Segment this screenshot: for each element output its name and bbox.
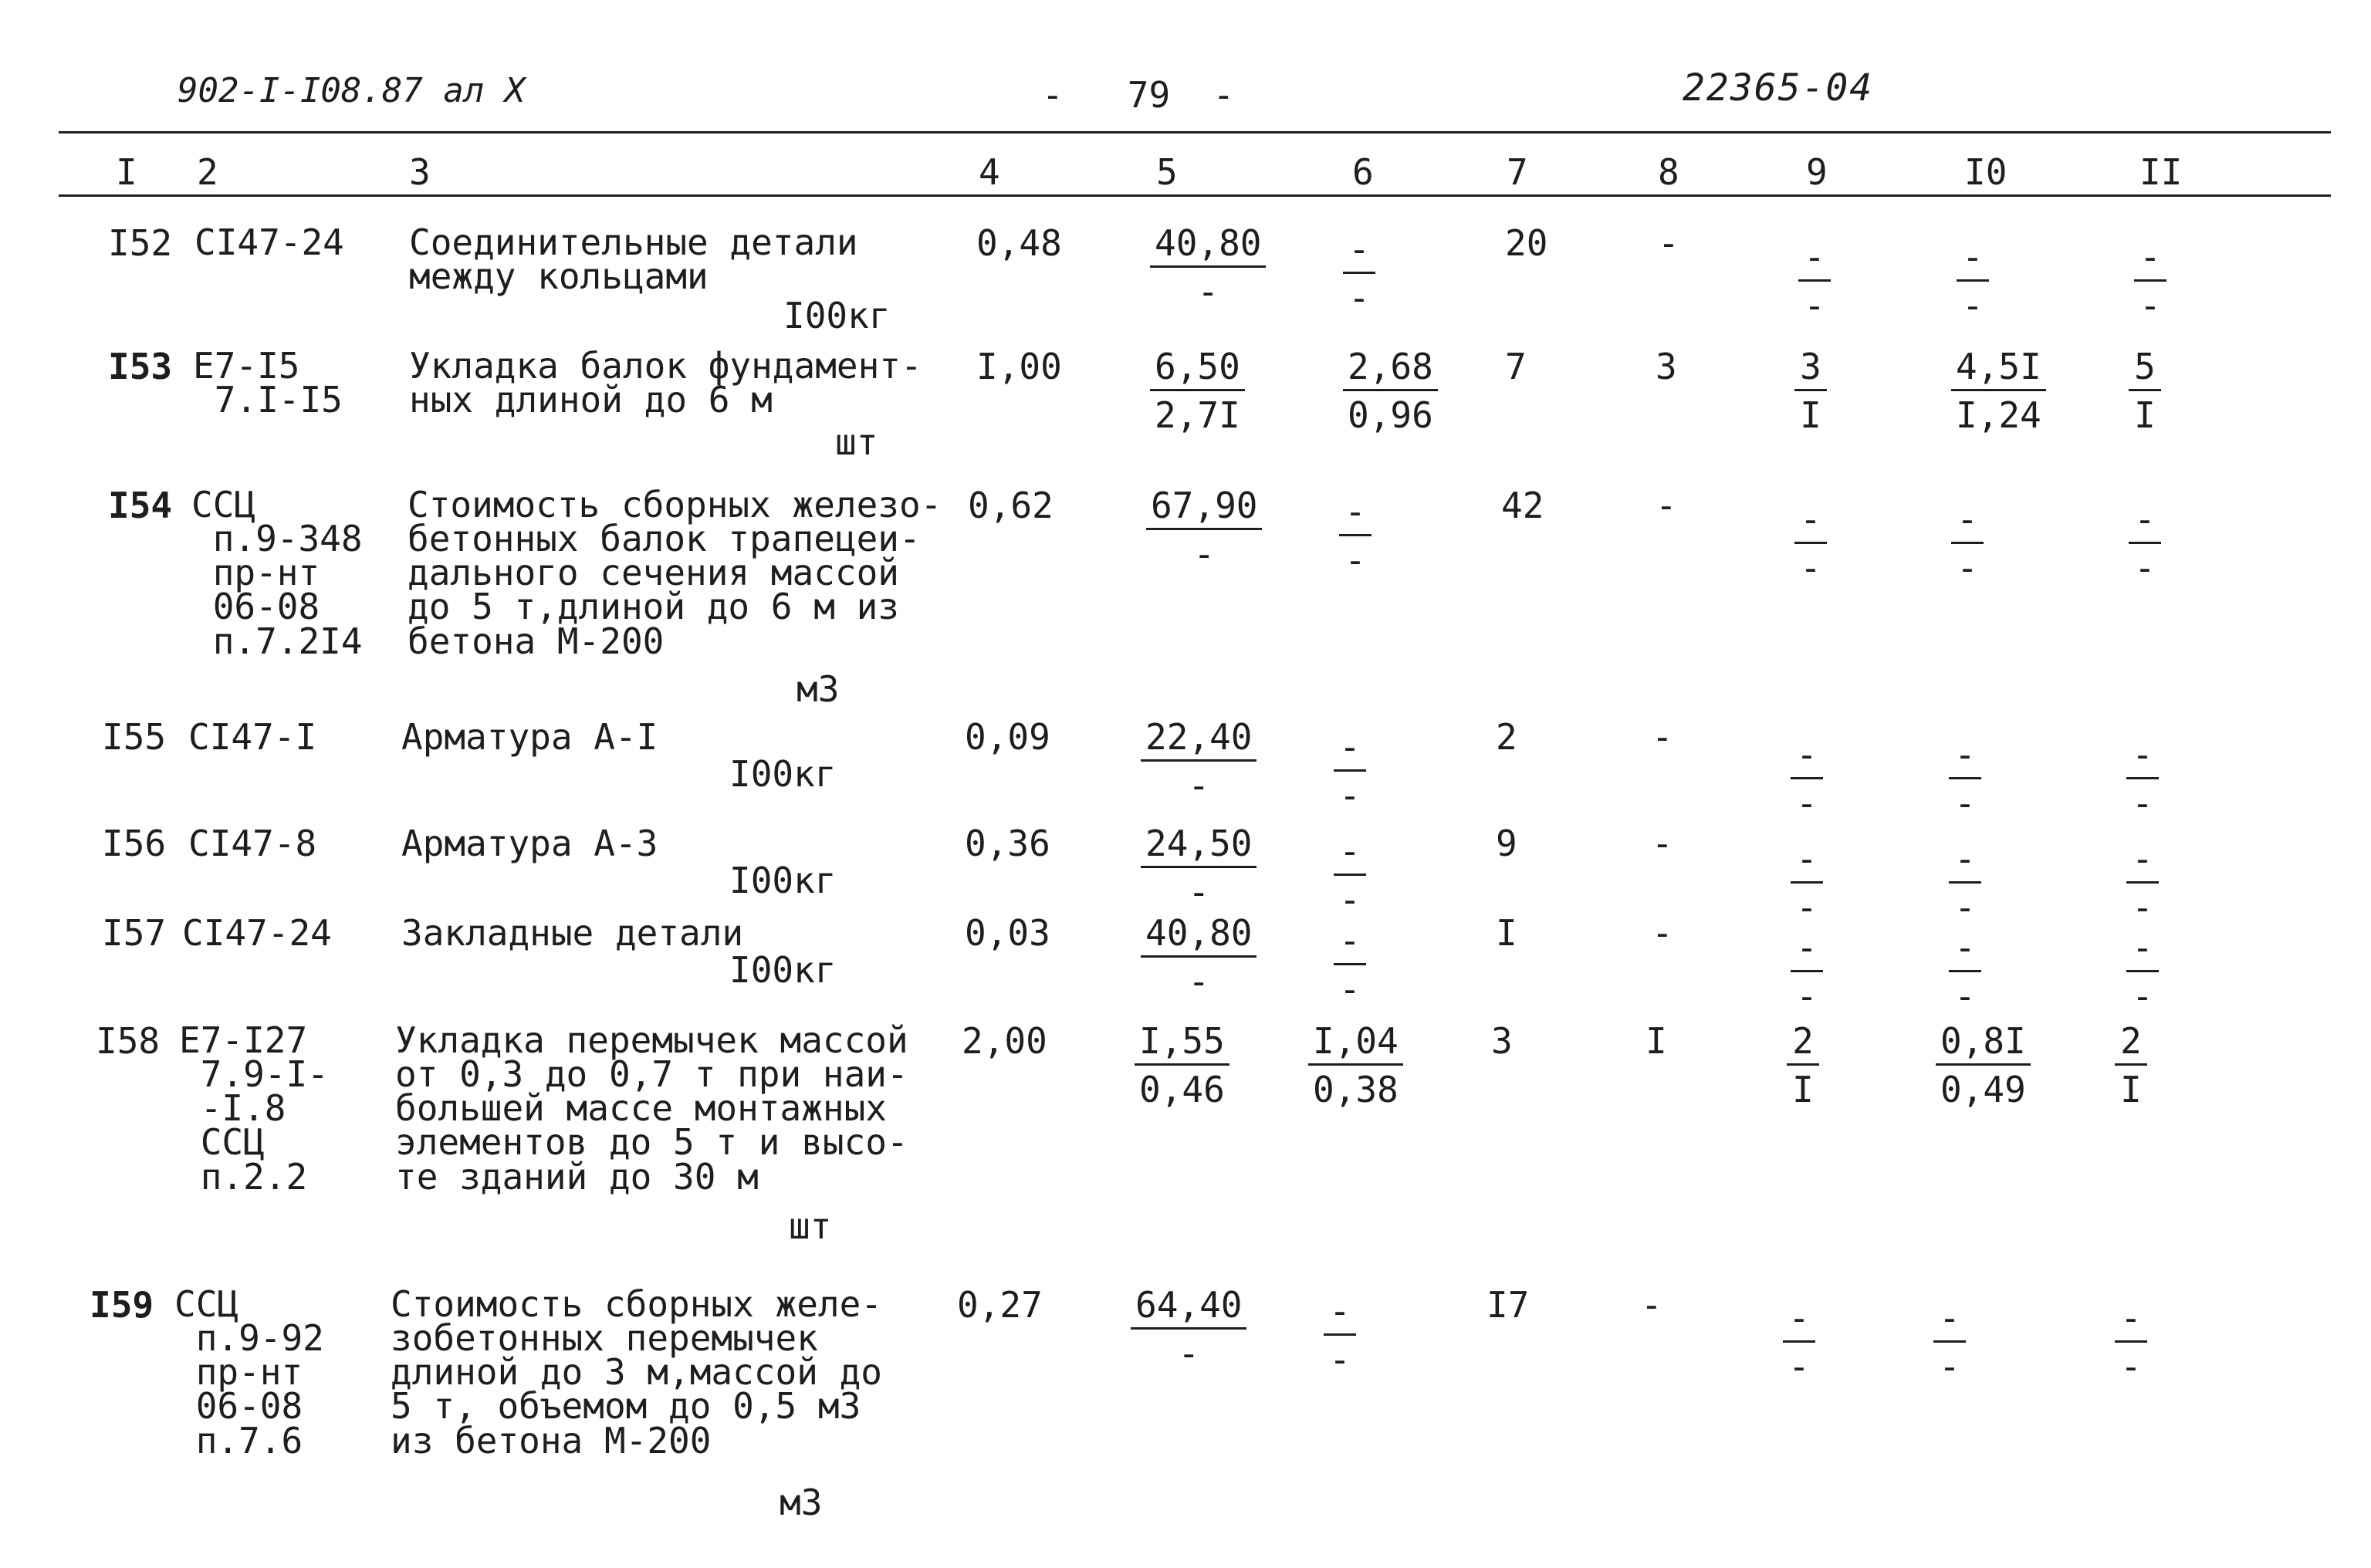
value-col-9: - - bbox=[1794, 502, 1827, 586]
cost-col-6: - - bbox=[1334, 729, 1366, 813]
work-description: Закладные детали bbox=[401, 912, 744, 954]
quantity: 0,27 bbox=[957, 1284, 1043, 1326]
value-col-11: - - bbox=[2126, 930, 2159, 1014]
cost-col-5: $\frac{I,55}{0,46}$ bbox=[1135, 1023, 1229, 1107]
value-col-9: - - bbox=[1798, 239, 1831, 323]
value-col-9: - - bbox=[1783, 1300, 1815, 1384]
rate-code: CI47-I bbox=[188, 716, 317, 758]
cost-col-5: 40,80 - bbox=[1141, 915, 1257, 999]
value-col-10: $\frac{4,5I}{I,24}$ bbox=[1951, 349, 2046, 433]
value-col-9: - - bbox=[1791, 930, 1823, 1014]
value-col-10: - - bbox=[1949, 841, 1981, 925]
value-col-11: - - bbox=[2115, 1300, 2147, 1384]
value-col-8: - bbox=[1656, 485, 1677, 526]
cost-col-5: 22,40 - bbox=[1141, 719, 1257, 803]
work-description: Стоимость сборных желе- зобетонных перемычек длиной до 3 м,массой до 5 т, объемом до 0,5 м3 из бетона М-200 bbox=[391, 1283, 882, 1462]
quantity: I,00 bbox=[976, 346, 1062, 387]
cost-col-6: $\frac{I,04}{0,38}$ bbox=[1308, 1023, 1403, 1107]
quantity: 0,09 bbox=[965, 716, 1050, 758]
value-col-11: - - bbox=[2126, 841, 2159, 925]
unit-of-measure: м3 bbox=[780, 1482, 823, 1523]
row-number: I55 bbox=[102, 716, 167, 758]
cost-col-5: 64,40 - bbox=[1131, 1287, 1246, 1371]
row-number: I56 bbox=[102, 823, 167, 864]
value-col-8: - bbox=[1652, 716, 1673, 758]
unit-of-measure: I00кг bbox=[729, 860, 837, 901]
rate-code: ССЦ п.9-92 пр-нт 06-08 п.7.6 bbox=[174, 1283, 324, 1462]
total-col-7: 9 bbox=[1496, 823, 1517, 864]
quantity: 0,48 bbox=[976, 222, 1062, 264]
header-rule-top bbox=[59, 131, 2331, 133]
value-col-10: - - bbox=[1949, 737, 1981, 821]
value-col-11: - - bbox=[2129, 502, 2161, 586]
value-col-9: $\frac{3}{I}$ bbox=[1794, 349, 1827, 433]
value-col-9: - - bbox=[1791, 841, 1823, 925]
cost-col-5: 40,80 - bbox=[1150, 225, 1266, 309]
cost-col-5: 24,50 - bbox=[1141, 826, 1257, 910]
unit-of-measure: I00кг bbox=[729, 949, 837, 991]
value-col-10: - - bbox=[1949, 930, 1981, 1014]
cost-col-6: - - bbox=[1334, 833, 1366, 917]
value-col-8: 3 bbox=[1656, 346, 1677, 387]
cost-col-6: - - bbox=[1334, 923, 1366, 1007]
value-col-9: - - bbox=[1791, 737, 1823, 821]
column-header-9: 9 bbox=[1806, 151, 1828, 193]
rate-code: E7-I5 7.I-I5 bbox=[193, 345, 343, 421]
document-id: 902-I-I08.87 ал X bbox=[178, 71, 526, 110]
work-description: Арматура А-3 bbox=[401, 823, 658, 864]
value-col-9: $\frac{2}{I}$ bbox=[1787, 1023, 1819, 1107]
value-col-10: - - bbox=[1951, 502, 1984, 586]
rate-code: E7-I27 7.9-I- -I.8 ССЦ п.2.2 bbox=[179, 1019, 329, 1198]
value-col-10: - - bbox=[1933, 1300, 1966, 1384]
column-header-4: 4 bbox=[979, 151, 1000, 193]
work-description: Укладка балок фундамент- ных длиной до 6 м bbox=[409, 345, 922, 421]
column-header-5: 5 bbox=[1156, 151, 1178, 193]
column-header-8: 8 bbox=[1658, 151, 1679, 193]
total-col-7: I7 bbox=[1487, 1284, 1530, 1326]
row-number: I58 bbox=[96, 1020, 161, 1062]
value-col-8: I bbox=[1645, 1020, 1667, 1062]
total-col-7: 3 bbox=[1491, 1020, 1513, 1062]
unit-of-measure: шт bbox=[835, 421, 878, 463]
cost-col-5: 67,90 - bbox=[1146, 488, 1262, 572]
value-col-8: - bbox=[1652, 823, 1673, 864]
work-description: Укладка перемычек массой от 0,3 до 0,7 т при наи- большей массе монтажных элементов до 5 т и высо- те зданий до 30 м bbox=[395, 1019, 908, 1198]
column-header-11: II bbox=[2139, 151, 2183, 193]
row-number: I53 bbox=[108, 346, 173, 387]
page-number: - 79 - bbox=[1042, 74, 1235, 116]
cost-col-5: $\frac{6,50}{2,7I}$ bbox=[1150, 349, 1245, 433]
total-col-7: I bbox=[1496, 912, 1517, 954]
work-description: Арматура А-I bbox=[401, 716, 658, 758]
column-header-3: 3 bbox=[409, 151, 431, 193]
unit-of-measure: I00кг bbox=[783, 295, 891, 336]
cost-col-6: - - bbox=[1339, 494, 1372, 578]
quantity: 2,00 bbox=[962, 1020, 1047, 1062]
cost-col-6: - - bbox=[1343, 231, 1375, 316]
value-col-11: - - bbox=[2134, 239, 2166, 323]
quantity: 0,36 bbox=[965, 823, 1050, 864]
rate-code: CI47-24 bbox=[182, 912, 332, 954]
rate-code: ССЦ п.9-348 пр-нт 06-08 п.7.2I4 bbox=[191, 484, 363, 662]
unit-of-measure: м3 bbox=[797, 668, 840, 710]
unit-of-measure: I00кг bbox=[729, 753, 837, 795]
value-col-10: - - bbox=[1957, 239, 1989, 323]
row-number: I54 bbox=[108, 485, 173, 526]
value-col-10: $\frac{0,8I}{0,49}$ bbox=[1936, 1023, 2031, 1107]
total-col-7: 2 bbox=[1496, 716, 1517, 758]
column-header-10: I0 bbox=[1964, 151, 2007, 193]
value-col-11: - - bbox=[2126, 737, 2159, 821]
rate-code: CI47-8 bbox=[188, 823, 317, 864]
row-number: I52 bbox=[108, 222, 173, 264]
work-description: Соединительные детали между кольцами bbox=[409, 221, 858, 298]
column-header-2: 2 bbox=[197, 151, 218, 193]
unit-of-measure: шт bbox=[789, 1205, 832, 1247]
total-col-7: 20 bbox=[1505, 222, 1548, 264]
quantity: 0,03 bbox=[965, 912, 1050, 954]
cost-col-6: - - bbox=[1324, 1293, 1356, 1377]
quantity: 0,62 bbox=[968, 485, 1054, 526]
value-col-8: - bbox=[1658, 222, 1679, 264]
column-header-1: I bbox=[116, 151, 137, 193]
column-header-6: 6 bbox=[1352, 151, 1374, 193]
value-col-11: $\frac{5}{I}$ bbox=[2129, 349, 2161, 433]
row-number: I57 bbox=[102, 912, 167, 954]
header-rule-bottom bbox=[59, 194, 2331, 197]
value-col-8: - bbox=[1641, 1284, 1662, 1326]
total-col-7: 42 bbox=[1501, 485, 1544, 526]
row-number: I59 bbox=[90, 1284, 154, 1326]
column-header-7: 7 bbox=[1507, 151, 1528, 193]
work-description: Стоимость сборных железо- бетонных балок трапецеи- дального сечения массой до 5 т,длиной до 6 м из бетона М-200 bbox=[408, 484, 942, 662]
value-col-8: - bbox=[1652, 912, 1673, 954]
total-col-7: 7 bbox=[1505, 346, 1527, 387]
cost-col-6: $\frac{2,68}{0,96}$ bbox=[1343, 349, 1438, 433]
value-col-11: $\frac{2}{I}$ bbox=[2115, 1023, 2147, 1107]
sheet-code: 22365-04 bbox=[1683, 66, 1874, 110]
rate-code: CI47-24 bbox=[194, 221, 344, 263]
